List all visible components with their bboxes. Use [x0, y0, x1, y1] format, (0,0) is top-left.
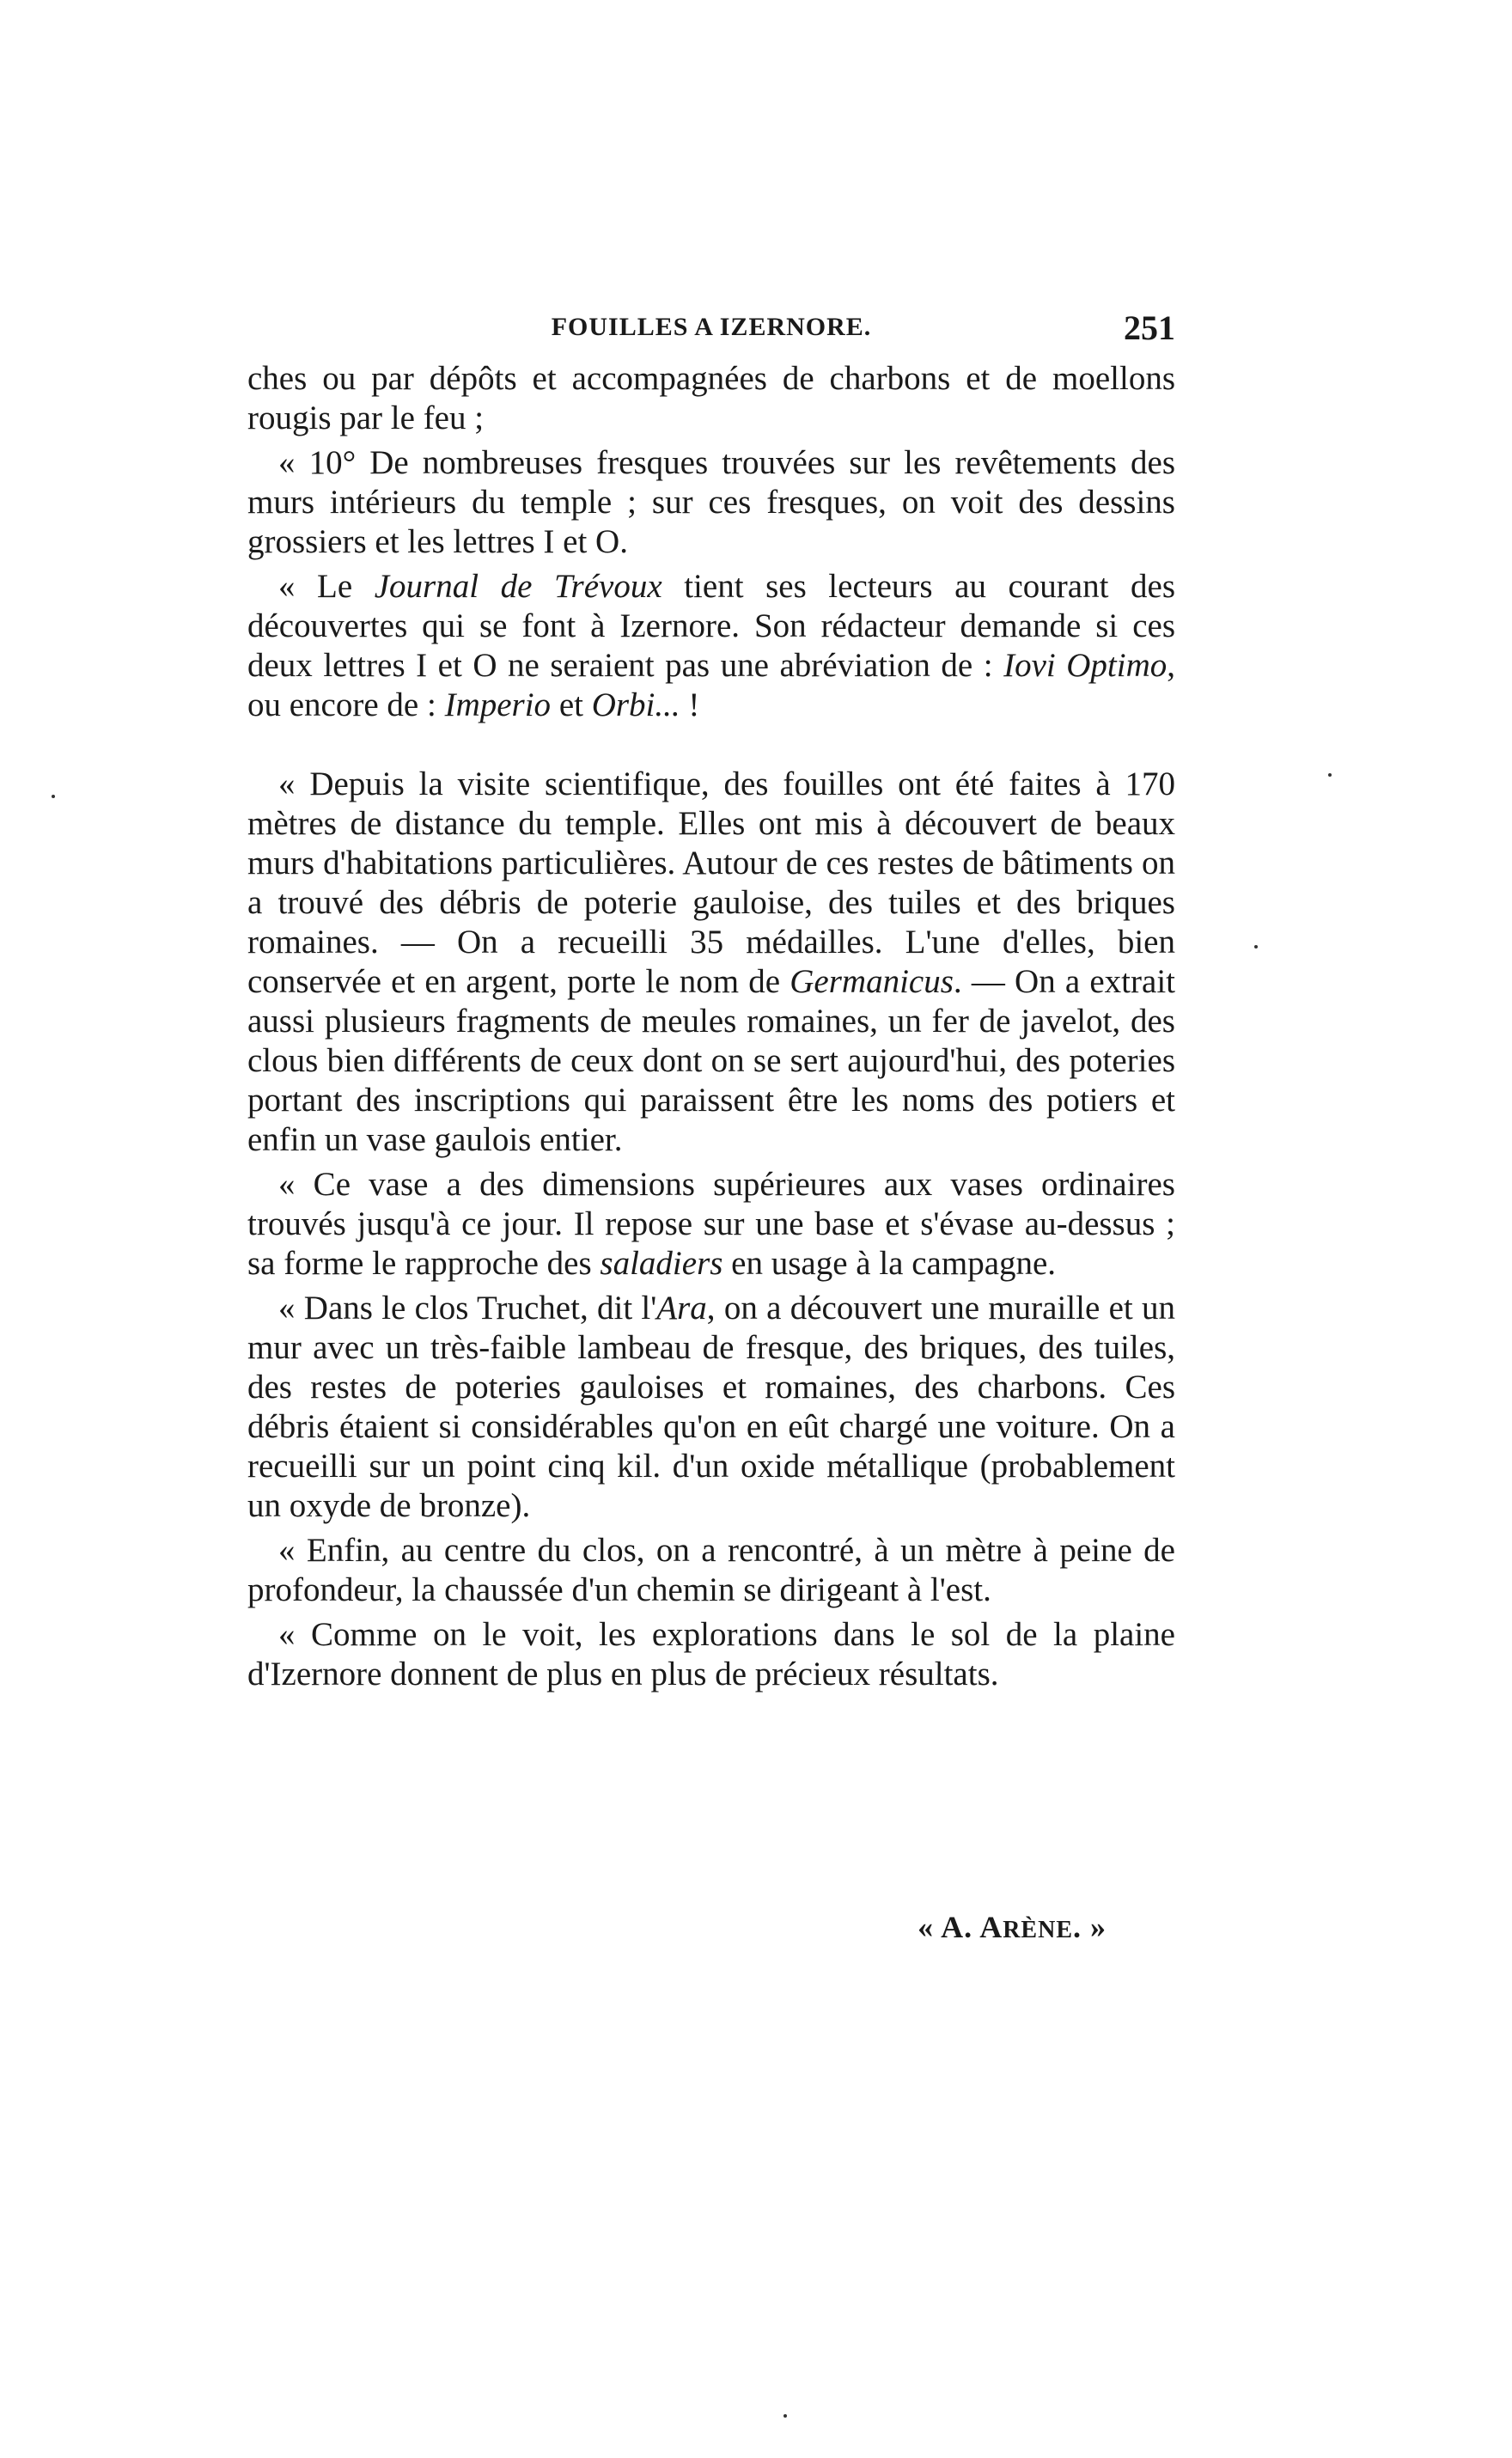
text-run: !: [680, 686, 700, 723]
italic-run: Imperio: [444, 686, 552, 723]
scan-speck: [52, 795, 55, 798]
paragraph-2: [247, 443, 1175, 562]
signature-open: « A. A: [918, 1910, 1003, 1944]
text-run: « 10° De nombreuses fresques trouvées sur les revêtements des murs intérieurs du temple ; sur ces fresques, on voit des dessins grossiers et les lettres I et O.: [247, 444, 1175, 560]
paragraph-4: [247, 765, 1175, 1160]
body-text: [247, 359, 1175, 1694]
paragraph-6: [247, 1289, 1175, 1526]
text-run: , ou encore de :: [247, 647, 1175, 723]
italic-run: Ara: [656, 1290, 707, 1327]
italic-run: Orbi...: [591, 686, 680, 723]
italic-run: Iovi Optimo: [1003, 647, 1168, 684]
italic-run: Journal de Trévoux: [374, 568, 662, 605]
page-number: 251: [1124, 308, 1175, 347]
signature-small-caps: RÈNE: [1003, 1917, 1073, 1943]
text-run: , on a découvert une muraille et un mur avec un très-faible lambeau de fresque, des briques, des tuiles, des restes de poteries gauloises et romaines, des charbons. Ces débris étaient si considérables qu'on en eût chargé une voiture. On a recueilli sur un point cinq kil. d'un oxide métallique (probablement un oxyde de bronze).: [247, 1290, 1176, 1524]
text-run: en usage à la campagne.: [722, 1245, 1057, 1282]
text-run: et: [551, 686, 592, 723]
running-title: FOUILLES A IZERNORE.: [551, 313, 872, 341]
paragraph-1: [247, 359, 1175, 438]
text-run: « Depuis la visite scientifique, des fouilles ont été faites à 170 mètres de distance du temple. Elles ont mis à découvert de beaux murs d'habitations particulières. Autour de ces restes de bâtiments on a trouvé des débris de poterie gauloise, des tuiles et des briques romaines. — On a recueilli 35 médailles. L'une d'elles, bien conservée et en argent, porte le nom de: [247, 765, 1175, 1000]
text-run: « Ce vase a des dimensions supérieures aux vases ordinaires trouvés jusqu'à ce jour. Il repose sur une base et s'évase au-dessus ; sa forme le rapproche des: [247, 1166, 1175, 1282]
text-run: « Le: [278, 568, 375, 605]
scan-speck: [783, 2414, 787, 2418]
scan-speck: [1254, 945, 1258, 948]
text-run: « Enfin, au centre du clos, on a rencontré, à un mètre à peine de profondeur, la chaussée d'un chemin se dirigeant à l'est.: [247, 1532, 1175, 1608]
paragraph-7: [247, 1531, 1175, 1610]
scan-speck: [1328, 773, 1332, 777]
running-head: [247, 308, 1175, 356]
text-run: . — On a extrait aussi plusieurs fragments de meules romaines, un fer de javelot, des clous bien différents de ceux dont on se sert aujourd'hui, des poteries portant des inscriptions qui paraissent être les noms des potiers et enfin un vase gaulois entier.: [247, 963, 1175, 1158]
text-run: « Dans le clos Truchet, dit l': [278, 1290, 657, 1327]
text-run: « Comme on le voit, les explorations dans le sol de la plaine d'Izernore donnent de plus en plus de précieux résultats.: [247, 1616, 1175, 1693]
text-run: tient ses lecteurs au courant des découvertes qui se font à Izernore. Son rédacteur demande si ces deux lettres I et O ne seraient pas une abréviation de :: [247, 568, 1175, 684]
text-run: ches ou par dépôts et accompagnées de charbons et de moellons rougis par le feu ;: [247, 360, 1175, 436]
italic-run: Germanicus: [790, 963, 954, 1000]
paragraph-8: [247, 1615, 1175, 1694]
italic-run: saladiers: [600, 1245, 723, 1282]
paragraph-3: [247, 567, 1175, 725]
signature: [247, 1909, 1107, 1945]
signature-close: . »: [1073, 1910, 1107, 1944]
paragraph-5: [247, 1165, 1175, 1284]
